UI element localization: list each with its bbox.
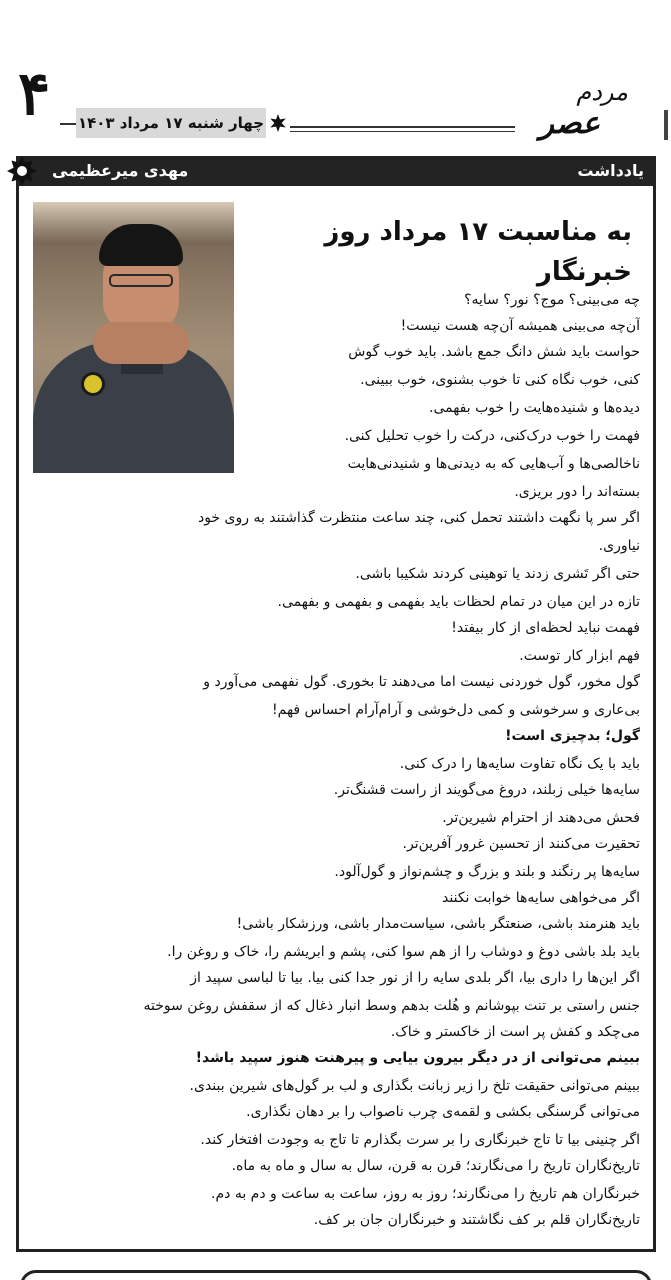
body-line: ببینم می‌توانی از در دیگر بیرون بیایی و پیرهنت هنوز سپید باشد! bbox=[195, 1050, 640, 1066]
body-line: دیده‌ها و شنیده‌هایت را خوب بفهمی. bbox=[429, 400, 640, 416]
body-line: بی‌عاری و سرخوشی و کمی دل‌خوشی و آرام‌آرام احساس فهم! bbox=[272, 702, 640, 718]
body-line: کنی، خوب نگاه کنی تا خوب بشنوی، خوب ببینی. bbox=[360, 372, 640, 388]
logo-word-mardom: مردم bbox=[576, 78, 628, 106]
body-line: بسته‌اند را دور بریزی. bbox=[514, 484, 640, 500]
issue-date: چهار شنبه ۱۷ مرداد ۱۴۰۳ bbox=[76, 108, 266, 138]
body-line: سایه‌ها خیلی زبلند، دروغ می‌گویند از راست قشنگ‌تر. bbox=[333, 782, 640, 798]
body-line: باید با یک نگاه تفاوت سایه‌ها را درک کنی. bbox=[399, 756, 640, 772]
author-photo bbox=[33, 202, 234, 473]
body-line: تازه در این میان در تمام لحظات باید بفهمی و بفهمی و بفهمی. bbox=[277, 594, 640, 610]
body-line: می‌توانی گرسنگی بکشی و لقمه‌ی چرب ناصواب را بر دهان نگذاری. bbox=[246, 1104, 640, 1120]
body-line: ببینم می‌توانی حقیقت تلخ را زیر زبانت بگذاری و لب بر گول‌های شیرین ببندی. bbox=[189, 1078, 640, 1094]
page-number: ۴ bbox=[18, 59, 51, 129]
author-name: مهدی میرعظیمی bbox=[52, 161, 189, 180]
body-line: اگر می‌خواهی سایه‌ها خوابت نکنند bbox=[442, 890, 640, 906]
body-line: حتی اگر تَشری زدند یا توهینی کردند شکیبا باشی. bbox=[355, 566, 640, 582]
wristwatch-icon bbox=[81, 372, 105, 396]
body-line: گول؛ بدچیزی است! bbox=[505, 728, 640, 744]
body-line: چه می‌بینی؟ موج؟ نور؟ سایه؟ bbox=[464, 292, 640, 308]
masthead-rule-right-thin bbox=[290, 131, 515, 132]
body-line: تاریخ‌نگاران تاریخ را می‌نگارند؛ قرن به قرن، سال به سال و ماه به ماه. bbox=[231, 1158, 640, 1174]
body-line: تاریخ‌نگاران قلم بر کف نگاشتند و خبرنگاران جان بر کف. bbox=[313, 1212, 640, 1228]
body-line: حواست باید شش دانگ جمع باشد. باید خوب گوش bbox=[348, 344, 640, 360]
body-line: فهمت را خوب درک‌کنی، درکت را خوب تحلیل کنی. bbox=[344, 428, 640, 444]
body-line: فهمت نباید لحظه‌ای از کار بیفتد! bbox=[451, 620, 640, 636]
star-badge-icon bbox=[7, 156, 37, 186]
body-line: گول مخور، گول خوردنی نیست اما می‌دهند تا بخوری. گول نفهمی می‌آورد و bbox=[203, 674, 640, 690]
body-line: می‌چکد و کفش پر است از خاکستر و خاک. bbox=[390, 1024, 640, 1040]
body-line: آن‌چه می‌بینی همیشه آن‌چه هست نیست! bbox=[400, 318, 640, 334]
body-line: فهم ابزار کار توست. bbox=[519, 648, 640, 664]
body-line: فحش می‌دهند از احترام شیرین‌تر. bbox=[442, 810, 640, 826]
body-line: اگر سر پا نگهت داشتند تحمل کنی، چند ساعت منتظرت گذاشتند به روی خود bbox=[197, 510, 640, 526]
body-line: سایه‌ها پر رنگند و بلند و بزرگ و چشم‌نواز و گول‌آلود. bbox=[334, 864, 640, 880]
newspaper-logo bbox=[515, 72, 640, 142]
article-title: به مناسبت ۱۷ مرداد روز خبرنگار bbox=[324, 217, 632, 287]
body-line: اگر چنینی بیا تا تاج خبرنگاری را بر سرت بگذارم تا تاج به وجودت افتخار کند. bbox=[200, 1132, 640, 1148]
page-edge-marker bbox=[664, 110, 668, 140]
next-article-frame bbox=[20, 1270, 652, 1280]
body-line: اگر این‌ها را داری بیا، اگر بلدی سایه را از نور جدا کنی بیا. بیا تا لباسی سپید از bbox=[190, 970, 640, 986]
body-line: جنس راستی بر تنت بپوشانم و هُلت بدهم وسط انبار ذغال که از سقفش روغن سوخته bbox=[143, 998, 640, 1014]
masthead-rule-left bbox=[60, 123, 76, 125]
body-line: خبرنگاران هم تاریخ را می‌نگارند؛ روز به روز، ساعت به ساعت و دم به دم. bbox=[211, 1186, 640, 1202]
logo-word-asr: عصر bbox=[539, 106, 600, 141]
masthead-rule-right bbox=[290, 126, 515, 128]
body-line: باید بلد باشی دوغ و دوشاب را از هم سوا کنی، پشم و ابریشم را، خاک و روغن را. bbox=[167, 944, 640, 960]
star-ornament-icon bbox=[269, 114, 287, 132]
body-line: ناخالصی‌ها و آب‌هایی که به دیدنی‌ها و شنیدنی‌هایت bbox=[347, 456, 640, 472]
section-label: یادداشت bbox=[577, 161, 644, 180]
body-line: تحقیرت می‌کنند از تحسین غرور آفرین‌تر. bbox=[402, 836, 640, 852]
section-header-bar bbox=[16, 156, 656, 186]
body-line: باید هنرمند باشی، صنعتگر باشی، سیاست‌مدار باشی، ورزشکار باشی! bbox=[236, 916, 640, 932]
body-line: نیاوری. bbox=[598, 538, 640, 554]
